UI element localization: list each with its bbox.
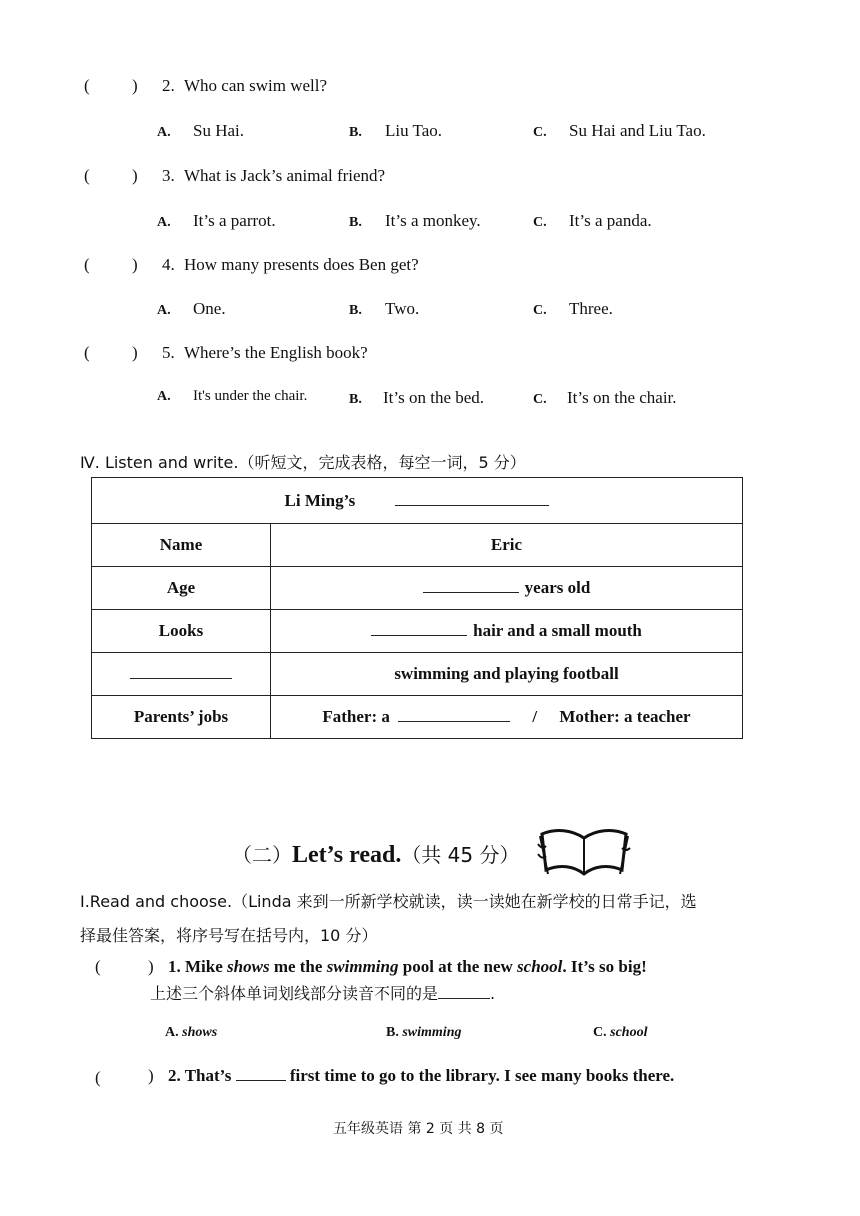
option-text: swimming — [402, 1025, 462, 1040]
row-value-text: years old — [524, 578, 591, 597]
option-a[interactable] — [157, 211, 276, 231]
q1-text-3: pool at the new — [398, 957, 518, 976]
answer-paren-open[interactable]: ( — [84, 343, 90, 362]
option-letter: B. — [349, 392, 362, 407]
option-b[interactable] — [349, 388, 484, 408]
q1-blank[interactable] — [438, 997, 490, 999]
row-label — [92, 696, 271, 739]
option-text: It’s a panda. — [569, 211, 652, 230]
mother-label: Mother: a teacher — [559, 707, 691, 726]
question-number: 2. — [168, 1066, 181, 1085]
option-text: One. — [193, 299, 226, 318]
option-c[interactable] — [533, 388, 677, 408]
answer-paren-open[interactable]: ( — [84, 76, 90, 95]
section2-main: Let’s read. — [292, 842, 402, 868]
option-b[interactable] — [386, 1025, 461, 1041]
option-text: It’s a monkey. — [385, 211, 481, 230]
row-value-text: hair and a small mouth — [473, 621, 642, 640]
option-letter: C. — [533, 215, 547, 230]
question-text: What is Jack’s animal friend? — [184, 166, 386, 185]
option-letter: C. — [533, 392, 547, 407]
option-text: It’s on the chair. — [567, 388, 677, 407]
q2-blank[interactable] — [236, 1079, 286, 1081]
section2-suffix: （共 45 分） — [401, 843, 520, 867]
option-b[interactable] — [349, 299, 419, 319]
option-letter: B. — [349, 125, 362, 140]
q2-after: first time to go to the library. I see many books there. — [289, 1066, 675, 1085]
option-a[interactable] — [157, 121, 244, 141]
option-a[interactable] — [165, 1025, 217, 1041]
row-value — [271, 610, 743, 653]
option-letter: A. — [165, 1025, 179, 1040]
answer-paren-open[interactable]: ( — [84, 255, 90, 274]
row-label — [92, 524, 271, 567]
answer-paren-close: ) — [148, 957, 154, 976]
option-b[interactable] — [349, 211, 481, 231]
option-letter: C. — [533, 303, 547, 318]
info-table — [91, 477, 743, 739]
page-footer: 五年级英语 第 2 页 共 8 页 — [333, 1121, 504, 1137]
q2-before: That’s — [184, 1066, 232, 1085]
option-b[interactable] — [349, 121, 442, 141]
title-blank[interactable] — [395, 504, 549, 506]
q1-line2 — [150, 981, 495, 1004]
option-text: It's under the chair. — [193, 388, 308, 404]
father-job-blank[interactable] — [398, 720, 510, 722]
option-letter: B. — [386, 1025, 399, 1040]
part1-heading-line1: Ⅰ.Read and choose.（Linda 来到一所新学校就读，读一读她在新学校的日常手记，选 — [80, 892, 697, 911]
option-letter: B. — [349, 303, 362, 318]
option-c[interactable] — [593, 1025, 647, 1041]
question-number: 4. — [162, 255, 175, 274]
option-c[interactable] — [533, 121, 706, 141]
q1-text-1: Mike — [185, 957, 228, 976]
table-title: Li Ming’s — [284, 490, 356, 510]
answer-paren-close: ) — [132, 76, 138, 95]
slash: / — [532, 707, 538, 726]
option-letter: C. — [533, 125, 547, 140]
option-text: It’s on the bed. — [383, 388, 485, 407]
question-text — [168, 957, 647, 977]
row-label — [92, 567, 271, 610]
row-label — [92, 653, 271, 696]
option-text: Su Hai. — [193, 121, 244, 140]
q1-text-2: me the — [269, 957, 327, 976]
table-title-cell — [92, 478, 743, 524]
answer-paren-open[interactable]: ( — [95, 1068, 101, 1087]
row-value-text: Eric — [490, 535, 523, 554]
age-blank[interactable] — [423, 591, 519, 593]
option-letter: A. — [157, 215, 171, 230]
word-shows: shows — [227, 957, 270, 976]
option-text: school — [610, 1025, 648, 1040]
option-letter: B. — [349, 215, 362, 230]
option-text: shows — [182, 1025, 218, 1040]
option-text: It’s a parrot. — [193, 211, 276, 230]
answer-paren-open[interactable]: ( — [95, 957, 101, 976]
option-letter: A. — [157, 303, 171, 318]
option-letter: A. — [157, 389, 171, 404]
section2-prefix: （二） — [232, 843, 292, 867]
answer-paren-close: ) — [148, 1066, 154, 1085]
open-book-icon — [536, 826, 632, 880]
question-number: 5. — [162, 343, 175, 362]
question-text — [168, 1066, 674, 1086]
father-label: Father: a — [322, 707, 390, 726]
option-text: Liu Tao. — [385, 121, 443, 140]
option-text: Two. — [385, 299, 420, 318]
question-text: How many presents does Ben get? — [184, 255, 419, 274]
q1-period: . — [490, 984, 496, 1003]
option-a[interactable] — [157, 388, 307, 405]
row-value — [271, 696, 743, 739]
question-number: 1. — [168, 957, 181, 976]
option-text: Su Hai and Liu Tao. — [569, 121, 706, 140]
question-text: Where’s the English book? — [184, 343, 368, 362]
word-school: school — [517, 957, 563, 976]
row-label-text: Age — [166, 578, 196, 597]
row-label — [92, 610, 271, 653]
option-c[interactable] — [533, 211, 652, 231]
answer-paren-close: ) — [132, 255, 138, 274]
row-label-text: Name — [159, 535, 203, 554]
q1-prompt: 上述三个斜体单词划线部分读音不同的是 — [150, 984, 439, 1003]
answer-paren-close: ) — [132, 343, 138, 362]
option-a[interactable] — [157, 299, 226, 319]
row-label-text: Parents’ jobs — [133, 707, 229, 726]
row-value — [271, 524, 743, 567]
row-value — [271, 653, 743, 696]
row-value-text: swimming and playing football — [394, 664, 619, 683]
looks-blank[interactable] — [371, 634, 467, 636]
part4-heading: Ⅳ. Listen and write.（听短文，完成表格，每空一词，5 分） — [80, 453, 526, 472]
answer-paren-close: ) — [132, 166, 138, 185]
question-number: 3. — [162, 166, 175, 185]
row-label-text: Looks — [158, 621, 204, 640]
question-number: 2. — [162, 76, 175, 95]
part1-heading-line2: 择最佳答案，将序号写在括号内，10 分） — [80, 926, 378, 945]
answer-paren-open[interactable]: ( — [84, 166, 90, 185]
option-text: Three. — [569, 299, 613, 318]
question-text: Who can swim well? — [184, 76, 328, 95]
option-c[interactable] — [533, 299, 613, 319]
row-value — [271, 567, 743, 610]
q1-text-4: . It’s so big! — [562, 957, 647, 976]
hobby-label-blank[interactable] — [130, 677, 232, 679]
option-letter: C. — [593, 1025, 607, 1040]
option-letter: A. — [157, 125, 171, 140]
section2-title — [232, 839, 519, 869]
word-swimming: swimming — [326, 957, 399, 976]
